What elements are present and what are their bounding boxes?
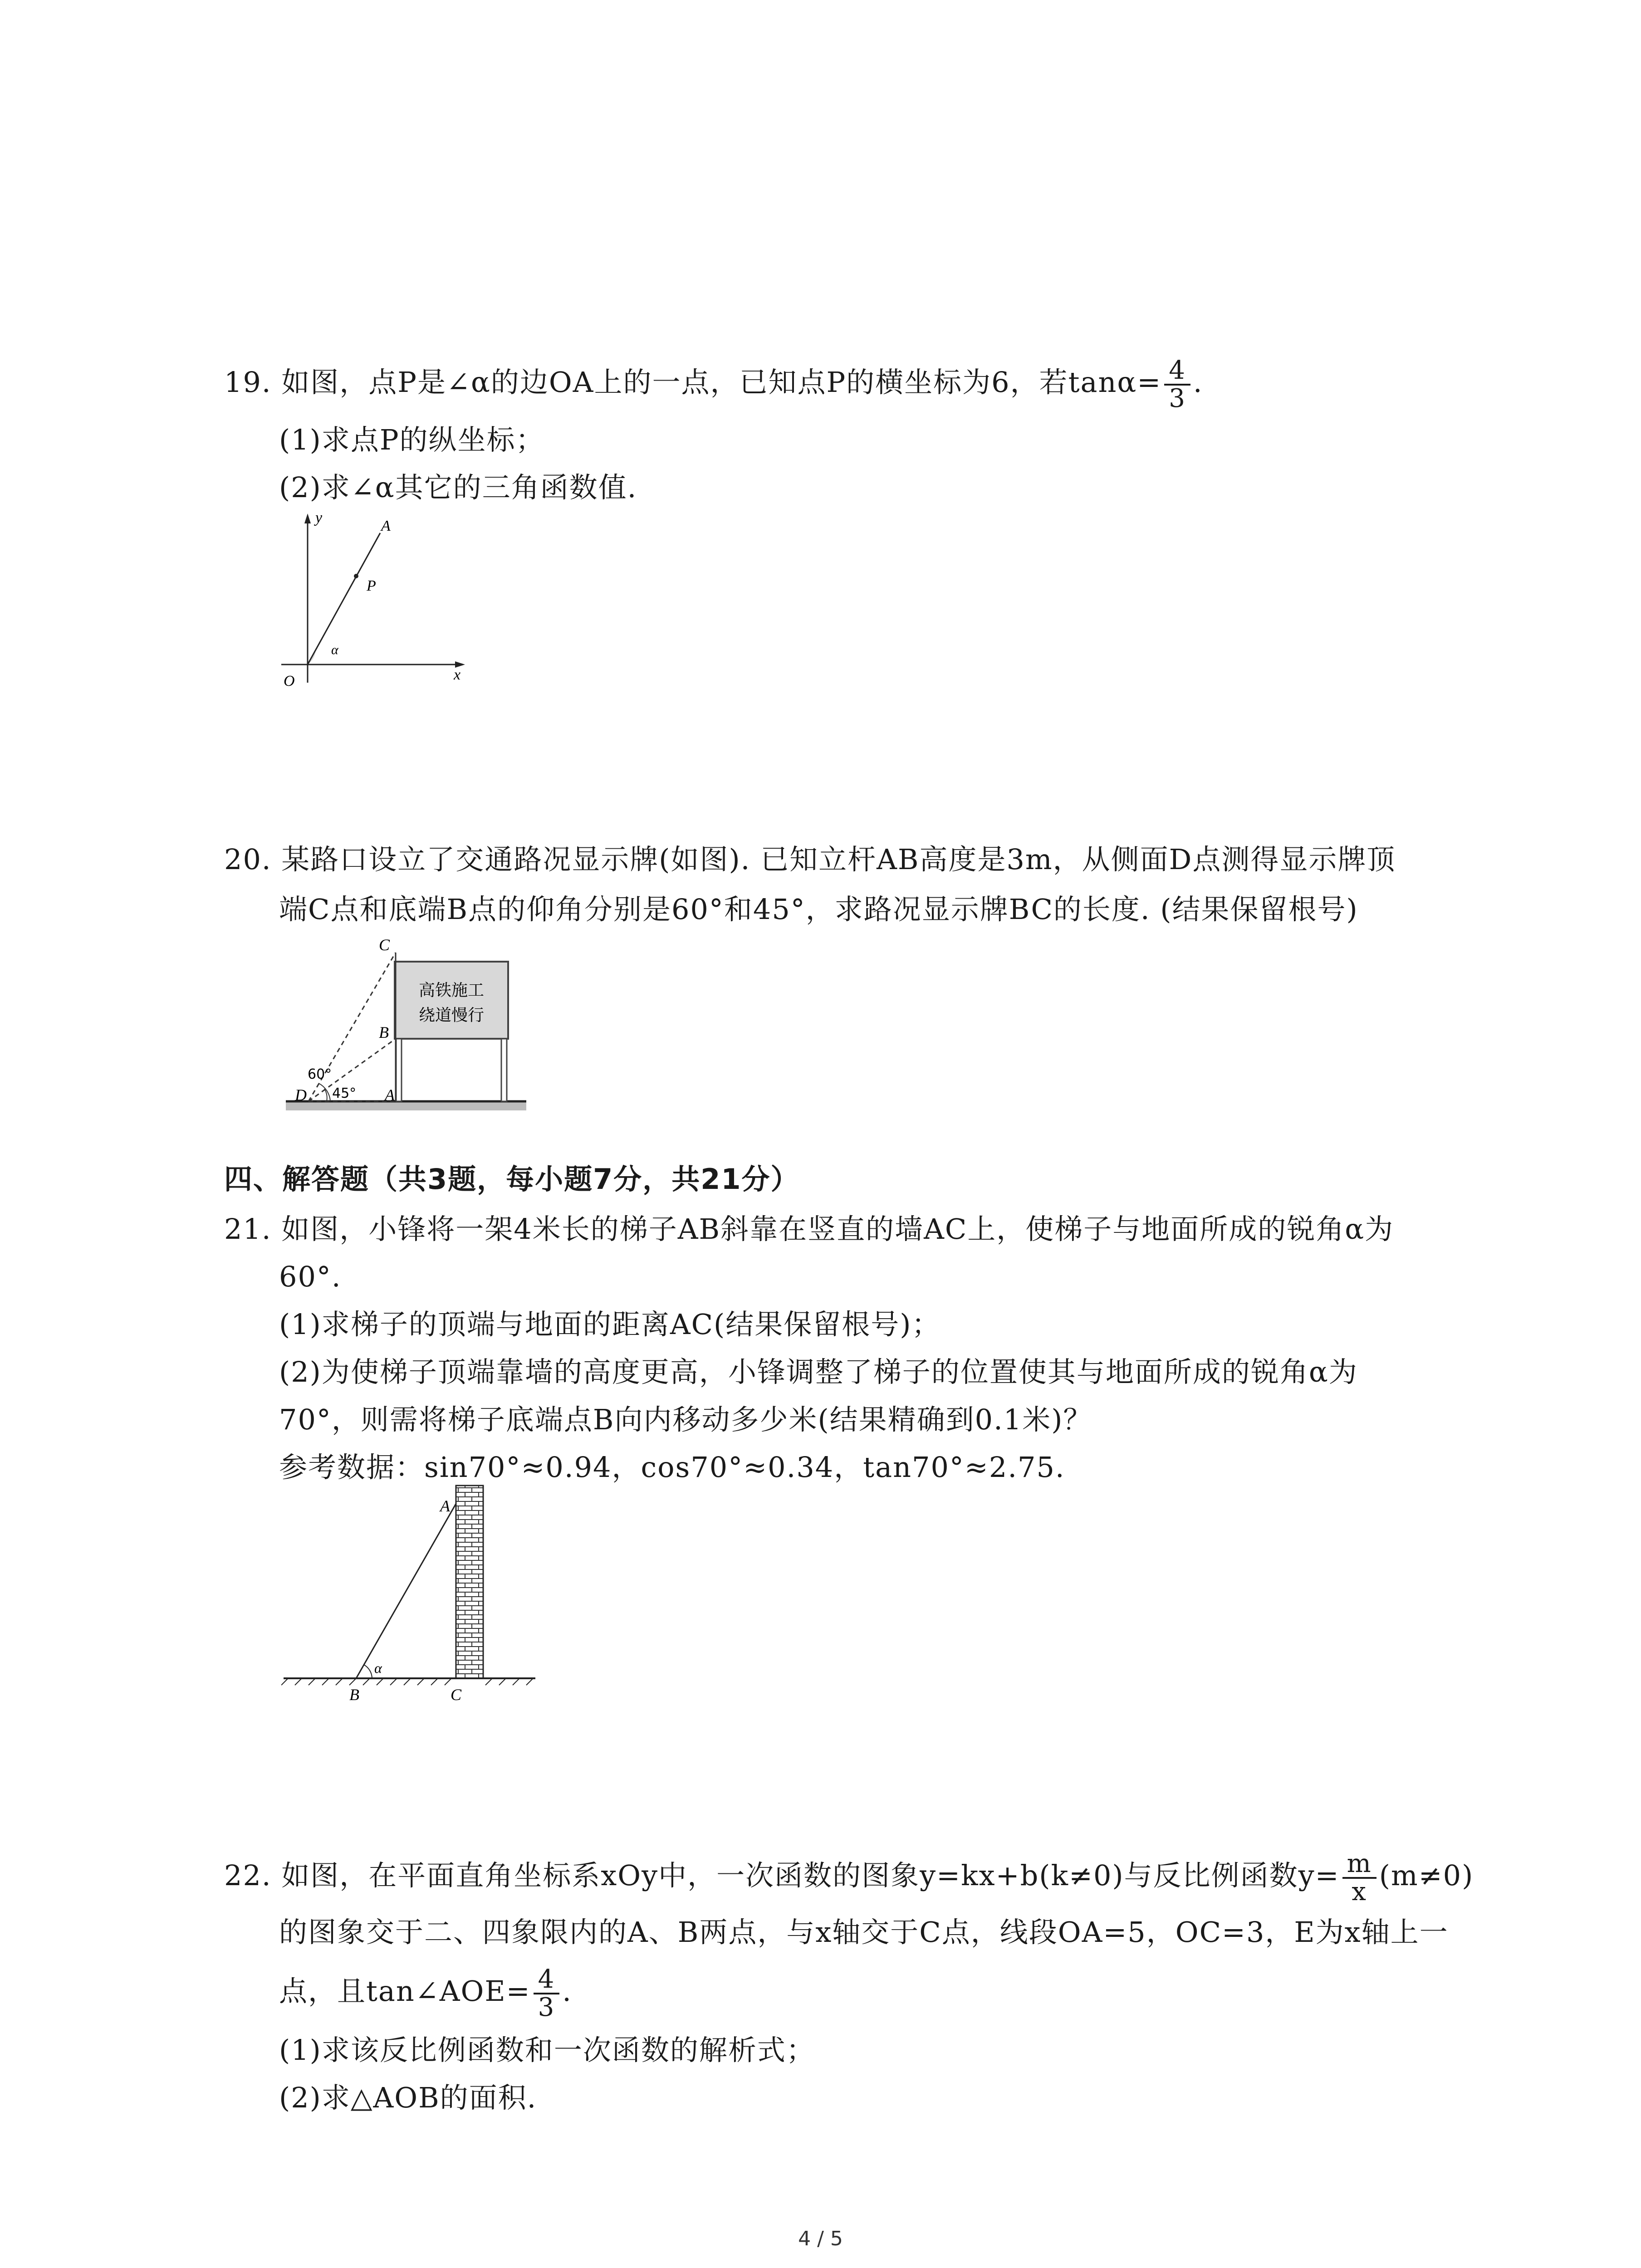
label-A: A (440, 1497, 450, 1515)
point-P (354, 574, 358, 578)
q22-line3-end: . (562, 1975, 572, 2008)
q22-end: (m≠0) (1379, 1859, 1474, 1892)
sign-board (395, 962, 508, 1039)
q22-fraction2 (534, 1966, 560, 2021)
q21-line1: 21. 如图，小锋将一架4米长的梯子AB斜靠在竖直的墙AC上，使梯子与地面所成的锐角α为 (224, 1212, 1394, 1246)
label-B: B (379, 1023, 389, 1041)
q22-sub1: (1)求该反比例函数和一次函数的解析式； (279, 2033, 815, 2067)
ground-hatching (281, 1678, 533, 1685)
label-B: B (349, 1686, 359, 1704)
q19-frac-den: 3 (1169, 384, 1186, 413)
ladder-AB (356, 1504, 456, 1678)
q21-line2: 60°. (279, 1260, 342, 1293)
q21-sub2a: (2)为使梯子顶端靠墙的高度更高，小锋调整了梯子的位置使其与地面所成的锐角α为 (279, 1355, 1358, 1388)
q21-sub2b: 70°，则需将梯子底端点B向内移动多少米(结果精确到0.1米)？ (279, 1403, 1092, 1436)
y-arrow-icon (304, 513, 311, 523)
q21-sub1: (1)求梯子的顶端与地面的距离AC(结果保留根号)； (279, 1308, 941, 1341)
q19-sub2: (2)求∠α其它的三角函数值. (279, 471, 637, 504)
label-y: y (315, 509, 323, 526)
q21-ref: 参考数据：sin70°≈0.94，cos70°≈0.34，tan70°≈2.75. (279, 1451, 1065, 1484)
label-A: A (385, 1086, 395, 1104)
q20-line2: 端C点和底端B点的仰角分别是60°和45°，求路况显示牌BC的长度. (结果保留根号) (279, 893, 1358, 926)
q22-sub2: (2)求△AOB的面积. (279, 2081, 537, 2114)
ray-OA (308, 533, 380, 665)
ground (286, 1101, 526, 1110)
label-D: D (295, 1086, 307, 1104)
page-number: 4 / 5 (798, 2227, 843, 2250)
q22-fraction (1342, 1851, 1376, 1905)
alpha-arc (364, 1665, 372, 1678)
q22-line2: 的图象交于二、四象限内的A、B两点，与x轴交于C点，线段OA=5，OC=3，E为x轴上一 (279, 1916, 1449, 1949)
sign-line1: 高铁施工 (418, 981, 485, 1000)
label-O: O (284, 673, 295, 689)
label-C: C (379, 936, 390, 954)
q22-line3 (279, 1966, 572, 2021)
brick-wall (456, 1486, 483, 1678)
post-left (396, 1039, 402, 1101)
label-A: A (381, 518, 391, 534)
q20-line1: 20. 某路口设立了交通路况显示牌(如图). 已知立杆AB高度是3m，从侧面D点测得显示牌顶 (224, 843, 1396, 876)
label-P: P (367, 577, 376, 594)
q22-text: 22. 如图，在平面直角坐标系xOy中，一次函数的图象y=kx+b(k≠0)与反比例函数y= (224, 1859, 1340, 1892)
section-heading: 四、解答题（共3题，每小题7分，共21分） (224, 1163, 800, 1196)
label-x: x (454, 666, 461, 683)
q22-frac-num: m (1342, 1851, 1376, 1879)
label-alpha: α (374, 1660, 382, 1676)
q21-figure (281, 1483, 540, 1710)
post-right (501, 1039, 507, 1101)
q19-figure (272, 508, 481, 717)
q19-line1 (224, 357, 1203, 412)
q19-sub1: (1)求点P的纵坐标； (279, 423, 545, 456)
q19-frac-num: 4 (1164, 357, 1190, 386)
q22-frac-den: x (1352, 1877, 1367, 1906)
q19-fraction (1164, 357, 1190, 412)
label-alpha: α (331, 642, 338, 657)
q22-frac2-den: 3 (538, 1993, 555, 2022)
arc-60 (318, 1083, 330, 1101)
q22-line3-text: 点，且tan∠AOE= (279, 1975, 531, 2008)
q20-figure (281, 934, 535, 1134)
label-60: 60° (308, 1066, 332, 1082)
q22-frac2-num: 4 (534, 1966, 560, 1994)
sign-line2: 绕道慢行 (418, 1006, 485, 1025)
q22-line1 (224, 1851, 1474, 1905)
label-C: C (451, 1686, 462, 1704)
q19-text: 19. 如图，点P是∠α的边OA上的一点，已知点P的横坐标为6，若tanα= (224, 366, 1162, 399)
label-45: 45° (332, 1085, 357, 1101)
q19-end: . (1193, 366, 1203, 399)
